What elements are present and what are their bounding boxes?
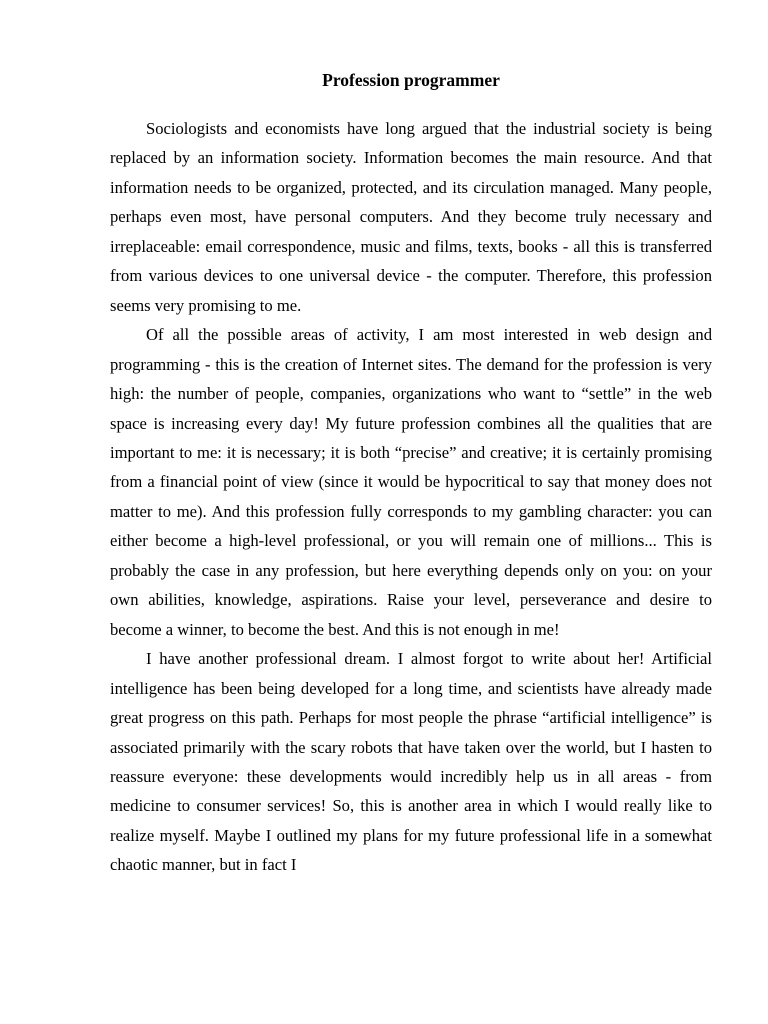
document-body	[110, 114, 712, 880]
document-title: Profession programmer	[322, 70, 500, 90]
paragraph-2: Of all the possible areas of activity, I am most interested in web design and programming - this is the creation of Internet sites. The demand for the profession is very high: the number of people, companies, organizations who want to “settle” in the web space is increasing every day! My future profession combines all the qualities that are important to me: it is necessary; it is both “precise” and creative; it is certainly promising from a financial point of view (since it would be hypocritical to say that money does not matter to me). And this profession fully corresponds to my gambling character: you can either become a high-level professional, or you will remain one of millions... This is probably the case in any profession, but here everything depends only on you: on your own abilities, knowledge, aspirations. Raise your level, perseverance and desire to become a winner, to become the best. And this is not enough in me!	[110, 325, 712, 639]
paragraph-1: Sociologists and economists have long argued that the industrial society is being replaced by an information society. Information becomes the main resource. And that information needs to be organized, protected, and its circulation managed. Many people, perhaps even most, have personal computers. And they become truly necessary and irreplaceable: email correspondence, music and films, texts, books - all this is transferred from various devices to one universal device - the computer. Therefore, this profession seems very promising to me.	[110, 119, 712, 315]
paragraph-3: I have another professional dream. I almost forgot to write about her! Artificial intelligence has been being developed for a long time, and scientists have already made great progress on this path. Perhaps for most people the phrase “artificial intelligence” is associated primarily with the scary robots that have taken over the world, but I hasten to reassure everyone: these developments would incredibly help us in all areas - from medicine to consumer services! So, this is another area in which I would really like to realize myself. Maybe I outlined my plans for my future professional life in a somewhat chaotic manner, but in fact I	[110, 649, 712, 875]
